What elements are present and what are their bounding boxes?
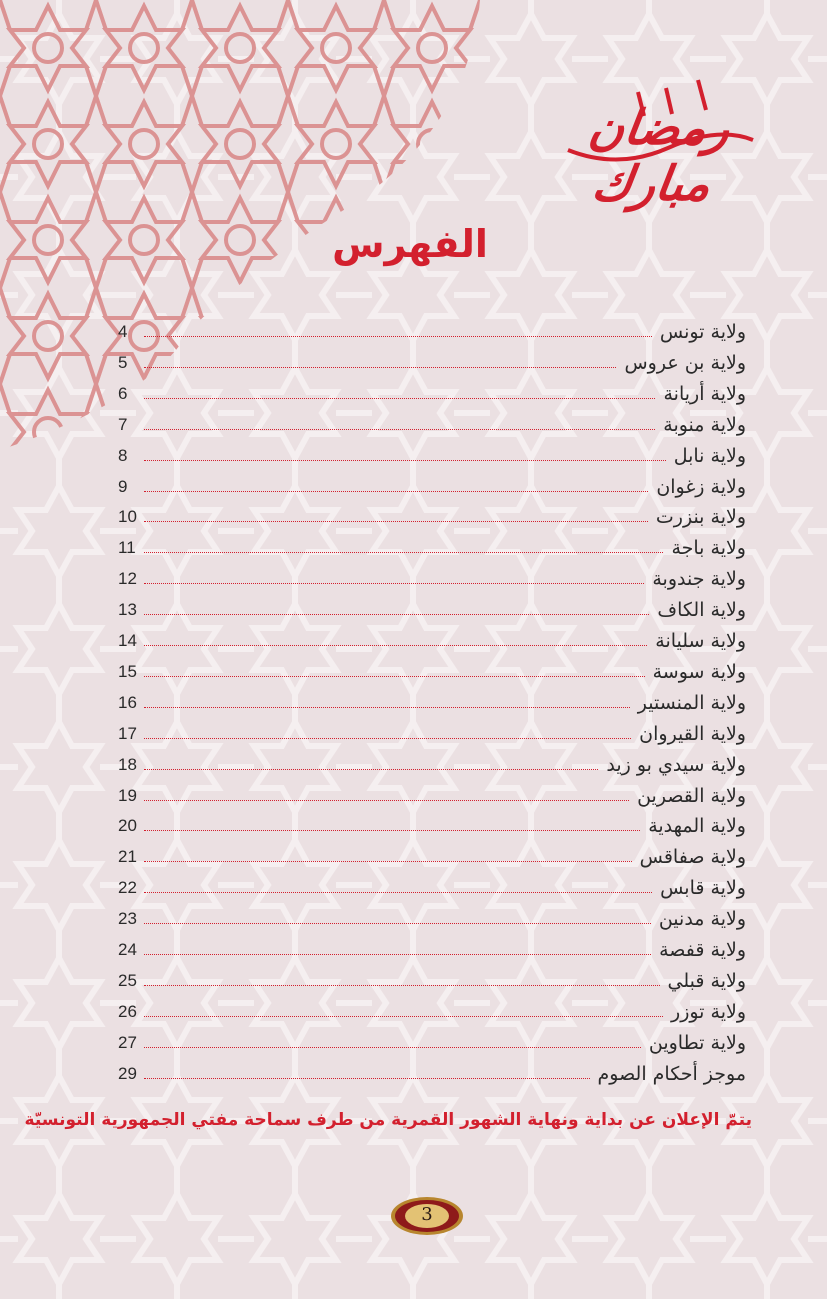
toc-entry[interactable] xyxy=(118,1023,746,1054)
toc-entry-page: 14 xyxy=(118,631,137,650)
toc-dot-leader xyxy=(144,675,645,677)
toc-entry[interactable] xyxy=(118,899,746,930)
toc-entry[interactable] xyxy=(118,806,746,837)
toc-entry[interactable] xyxy=(118,497,746,528)
toc-entry-title: ولاية المهدية xyxy=(648,815,746,838)
toc-entry-page: 24 xyxy=(118,940,137,959)
toc-entry-title: ولاية بنزرت xyxy=(655,506,746,529)
toc-entry-title: ولاية زغوان xyxy=(656,475,746,498)
toc-dot-leader xyxy=(144,1046,641,1048)
toc-entry[interactable] xyxy=(118,776,746,807)
toc-entry[interactable] xyxy=(118,714,746,745)
toc-entry-title: ولاية تطاوين xyxy=(648,1031,746,1054)
toc-entry-page: 27 xyxy=(118,1032,137,1052)
toc-entry-page: 25 xyxy=(118,970,137,990)
toc-entry-page: 20 xyxy=(118,816,137,836)
toc-entry[interactable] xyxy=(118,961,746,992)
toc-entry[interactable] xyxy=(118,652,746,683)
toc-entry-page: 19 xyxy=(118,785,137,805)
toc-entry-page: 26 xyxy=(118,1001,137,1021)
toc-entry-title: ولاية تونس xyxy=(659,321,746,343)
toc-entry[interactable] xyxy=(118,405,746,436)
toc-entry-page: 15 xyxy=(118,661,137,681)
toc-dot-leader xyxy=(144,490,648,492)
ramadan-logo xyxy=(548,70,763,212)
toc-entry-title: ولاية الكاف xyxy=(657,599,746,622)
toc-dot-leader xyxy=(144,737,631,739)
toc-entry-page: 17 xyxy=(118,723,137,743)
toc-dot-leader xyxy=(144,829,640,831)
toc-entry[interactable] xyxy=(118,528,746,559)
toc-entry-page: 7 xyxy=(118,414,128,434)
toc-dot-leader xyxy=(144,459,666,461)
toc-entry-page: 12 xyxy=(118,569,137,589)
toc-dot-leader xyxy=(144,953,651,955)
toc-entry[interactable] xyxy=(118,1054,746,1085)
toc-entry-title: ولاية أريانة xyxy=(663,382,746,405)
toc-entry-title: ولاية توزر xyxy=(671,1000,746,1023)
toc-entry[interactable] xyxy=(118,343,746,374)
toc-entry-title: ولاية سيدي بو زيد xyxy=(606,753,746,776)
toc-entry-title: ولاية القصرين xyxy=(637,784,746,807)
logo-text: رمضان مبارك xyxy=(585,100,734,212)
toc-entry-page: 18 xyxy=(118,754,137,774)
toc-entry-page: 29 xyxy=(118,1063,137,1083)
toc-dot-leader xyxy=(144,860,632,862)
toc-entry[interactable] xyxy=(118,683,746,714)
toc-dot-leader xyxy=(144,922,651,924)
toc-entry-page: 8 xyxy=(118,445,128,465)
toc-dot-leader xyxy=(144,1077,590,1079)
toc-entry-title: ولاية منوبة xyxy=(663,413,746,436)
page-number-badge xyxy=(389,1195,465,1237)
toc-entry-page: 13 xyxy=(118,600,137,620)
toc-dot-leader xyxy=(144,1015,663,1017)
toc-entry[interactable] xyxy=(118,837,746,868)
toc-entry-title: ولاية قفصة xyxy=(659,939,746,961)
announcement-notice: يتمّ الإعلان عن بداية ونهاية الشهور القمرية من طرف سماحة مفتي الجمهورية التونسيّة xyxy=(24,1110,752,1130)
toc-dot-leader xyxy=(144,520,648,522)
toc-dot-leader xyxy=(144,984,660,986)
toc-entry[interactable] xyxy=(118,590,746,621)
toc-dot-leader xyxy=(144,891,652,893)
toc-entry-title: ولاية القيروان xyxy=(639,722,746,745)
toc-entry[interactable] xyxy=(118,992,746,1023)
toc-entry-title: ولاية سوسة xyxy=(652,660,746,683)
toc-entry[interactable] xyxy=(118,930,746,961)
toc-entry[interactable] xyxy=(118,467,746,498)
toc-entry-page: 6 xyxy=(118,383,128,403)
toc-entry-title: ولاية بن عروس xyxy=(624,351,746,374)
toc-dot-leader xyxy=(144,768,598,770)
toc-entry-page: 4 xyxy=(118,322,128,341)
toc-entry-page: 9 xyxy=(118,476,128,496)
toc-dot-leader xyxy=(144,582,644,584)
toc-dot-leader xyxy=(144,613,649,615)
toc-entry-title: ولاية صفاقس xyxy=(639,846,746,869)
toc-entry-title: ولاية نابل xyxy=(673,444,746,467)
toc-dot-leader xyxy=(144,644,647,646)
toc-entry[interactable] xyxy=(118,621,746,652)
toc-entry-title: ولاية المنستير xyxy=(637,691,746,714)
toc-dot-leader xyxy=(144,335,652,337)
toc-entry[interactable] xyxy=(118,312,746,343)
toc-entry-page: 16 xyxy=(118,692,137,712)
toc-dot-leader xyxy=(144,397,655,399)
toc-dot-leader xyxy=(144,706,630,708)
toc-entry-title: ولاية مدنين xyxy=(658,908,746,931)
toc-entry-title: ولاية قابس xyxy=(660,877,746,900)
toc-entry-title: ولاية قبلي xyxy=(667,969,746,992)
toc-entry[interactable] xyxy=(118,868,746,899)
toc-entry[interactable] xyxy=(118,745,746,776)
page-title: الفهرس xyxy=(332,222,488,266)
toc-entry[interactable] xyxy=(118,374,746,405)
toc-dot-leader xyxy=(144,799,629,801)
toc-entry-page: 21 xyxy=(118,847,137,867)
toc-entry-page: 23 xyxy=(118,909,137,929)
toc-entry-title: ولاية سليانة xyxy=(655,630,746,652)
page-number: 3 xyxy=(421,1204,433,1225)
toc-dot-leader xyxy=(144,428,655,430)
toc-entry[interactable] xyxy=(118,559,746,590)
toc-dot-leader xyxy=(144,551,663,553)
toc-entry-page: 5 xyxy=(118,352,128,372)
toc-entry-page: 11 xyxy=(118,538,136,558)
toc-entry-title: ولاية جندوبة xyxy=(652,568,746,591)
toc-entry[interactable] xyxy=(118,436,746,467)
toc-dot-leader xyxy=(144,366,616,368)
toc-entry-page: 22 xyxy=(118,878,137,898)
toc-entry-title: ولاية باجة xyxy=(671,537,746,560)
toc-entry-title: موجز أحكام الصوم xyxy=(597,1062,746,1085)
toc-entry-page: 10 xyxy=(118,507,137,527)
